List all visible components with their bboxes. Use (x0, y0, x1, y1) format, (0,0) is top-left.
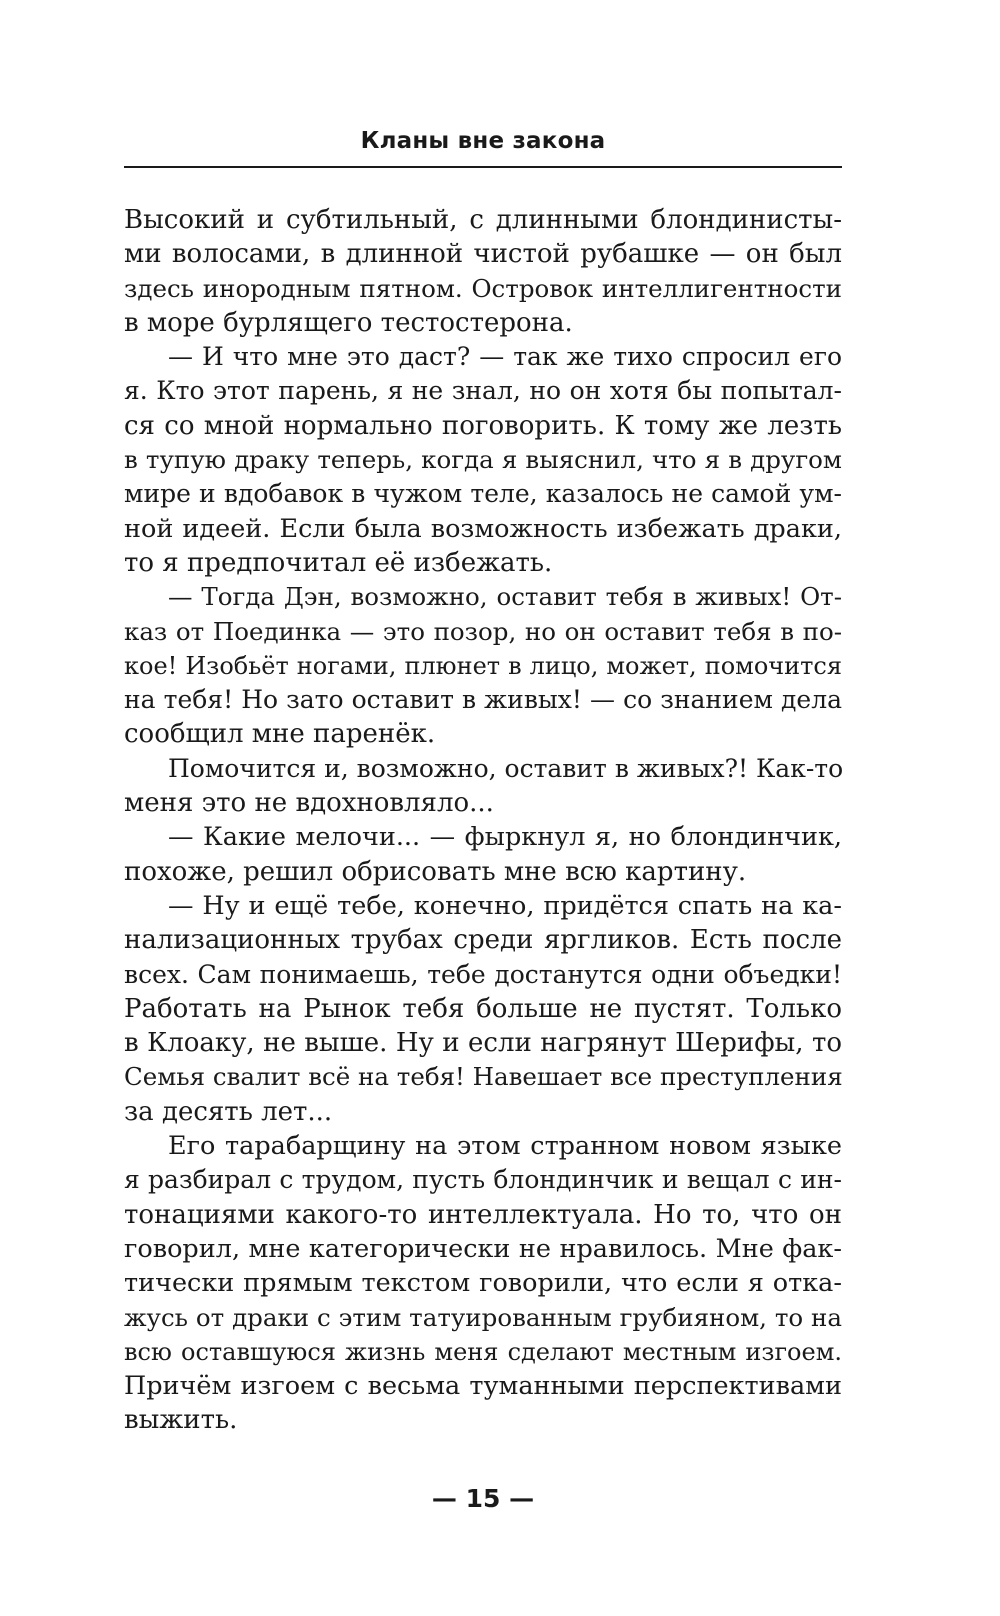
header-rule (124, 166, 842, 168)
text-line: за десять лет... (124, 1096, 333, 1127)
text-line: я. Кто этот парень, я не знал, но он хотя бы попытал- (124, 376, 842, 406)
text-line: всю оставшуюся жизнь меня сделают местным изгоем. (124, 1337, 842, 1366)
text-line: тонациями какого-то интеллектуала. Но то, что он (124, 1199, 842, 1230)
text-line: тически прямым текстом говорили, что если я отка- (124, 1268, 842, 1299)
text-line: Его тарабарщину на этом странном новом языке (168, 1131, 842, 1162)
text-line: выжить. (124, 1405, 238, 1436)
text-line: кое! Изобьёт ногами, плюнет в лицо, может, помочится (124, 651, 842, 680)
body-text (124, 203, 842, 1438)
text-line: меня это не вдохновляло... (124, 788, 494, 819)
text-line: Работать на Рынок тебя больше не пустят. Только (124, 993, 842, 1024)
text-line: сообщил мне паренёк. (124, 719, 436, 750)
text-line: — Какие мелочи... — фыркнул я, но блондинчик, (168, 822, 842, 853)
text-line: Помочится и, возможно, оставит в живых?! Как-то (168, 753, 844, 783)
text-line: в тупую драку теперь, когда я выяснил, что я в другом (124, 445, 842, 475)
text-line: — Ну и ещё тебе, конечно, придётся спать на ка- (168, 890, 842, 921)
running-head: Кланы вне закона (360, 128, 606, 154)
text-line: ной идеей. Если была возможность избежать драки, (124, 513, 842, 544)
text-line: жусь от драки с этим татуированным грубияном, то на (124, 1302, 842, 1332)
text-line: я разбирал с трудом, пусть блондинчик и вещал с ин- (124, 1165, 842, 1195)
text-line: — Тогда Дэн, возможно, оставит тебя в живых! От- (168, 582, 842, 612)
text-line: всех. Сам понимаешь, тебе достанутся одни объедки! (124, 959, 842, 989)
text-line: ми волосами, в длинной чистой рубашке — он был (124, 239, 842, 270)
text-line: на тебя! Но зато оставит в живых! — со знанием дела (124, 685, 842, 715)
text-line: в море бурлящего тестостерона. (124, 307, 573, 338)
text-line: Семья свалит всё на тебя! Навешает все преступления (124, 1062, 843, 1092)
text-line: то я предпочитал её избежать. (124, 547, 553, 578)
text-line: Причём изгоем с весьма туманными перспективами (124, 1371, 842, 1402)
text-line: говорил, мне категорически не нравилось. Мне фак- (124, 1233, 842, 1264)
page-number: — 15 — (431, 1484, 535, 1513)
text-line: мире и вдобавок в чужом теле, казалось не самой ум- (124, 479, 842, 509)
text-line: в Клоаку, не выше. Ну и если нагрянут Шерифы, то (124, 1028, 842, 1059)
text-line: нализационных трубах среди яргликов. Есть после (124, 925, 842, 956)
text-line: здесь инородным пятном. Островок интеллигентности (124, 273, 842, 303)
text-line: Высокий и субтильный, с длинными блондинисты- (124, 205, 842, 235)
text-line: — И что мне это даст? — так же тихо спросил его (168, 342, 842, 372)
text-line: похоже, решил обрисовать мне всю картину. (124, 856, 747, 887)
text-line: ся со мной нормально поговорить. К тому же лезть (124, 410, 842, 441)
text-line: каз от Поединка — это позор, но он оставит тебя в по- (124, 616, 842, 646)
